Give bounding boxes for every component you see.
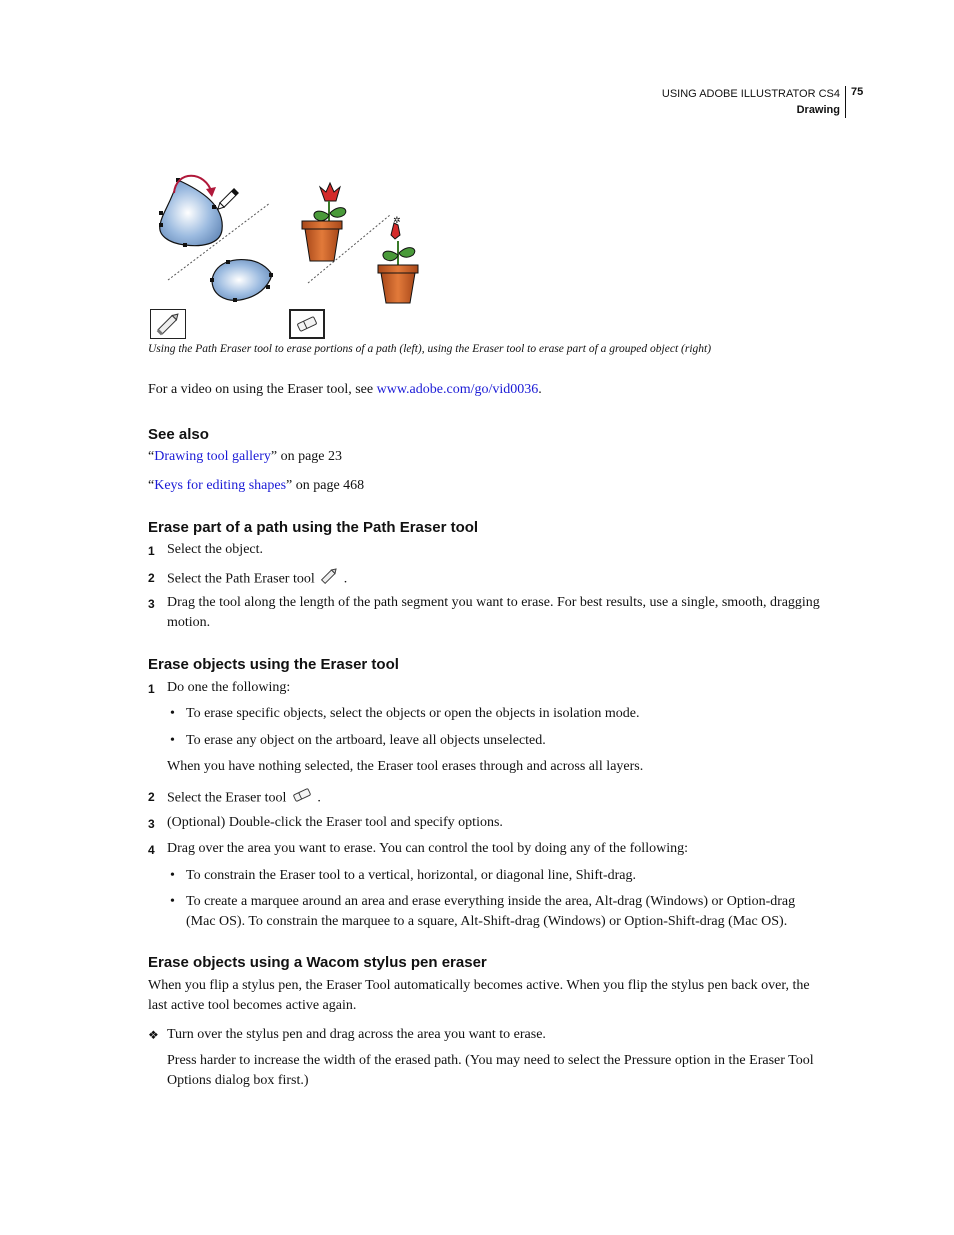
diamond-bullet-icon: ❖	[148, 1028, 159, 1042]
see-also-link-drawing-tool-gallery[interactable]: Drawing tool gallery	[154, 449, 271, 464]
video-link[interactable]: www.adobe.com/go/vid0036	[376, 382, 539, 397]
page-number: 75	[851, 86, 864, 98]
step-number: 3	[148, 817, 155, 831]
bullet-text: To erase specific objects, select the objects or open the objects in isolation mode.	[186, 706, 640, 721]
eraser-tool-icon	[289, 309, 325, 339]
bullet-text: To erase any object on the artboard, leave all objects unselected.	[186, 733, 546, 748]
step-number: 1	[148, 544, 155, 558]
bullet-text: To constrain the Eraser tool to a vertical, horizontal, or diagonal line, Shift-drag.	[186, 868, 636, 883]
wacom-paragraph: When you flip a stylus pen, the Eraser Tool automatically becomes active. When you flip the stylus pen back over, the last active tool becomes active again.	[148, 978, 810, 1013]
running-header-section: Drawing	[796, 104, 840, 116]
path-eraser-inline-icon	[318, 567, 340, 592]
see-also-heading: See also	[148, 426, 209, 443]
bullet-marker: •	[170, 868, 175, 883]
header-divider	[845, 86, 846, 118]
bullet-text: To create a marquee around an area and erase everything inside the area, Alt-drag (Windows) or Option-drag (Mac OS). To constrain the marquee to a square, Alt-Shift-drag (Windows) or Option-Shift-drag (Mac OS).	[186, 894, 796, 929]
step-number: 2	[148, 790, 155, 804]
video-suffix: .	[538, 382, 542, 397]
section-heading-path-eraser: Erase part of a path using the Path Eraser tool	[148, 519, 479, 536]
bullet-marker: •	[170, 894, 175, 909]
path-eraser-tool-icon	[150, 309, 186, 339]
path-eraser-pen-icon	[216, 189, 239, 212]
see-also-item: “Keys for editing shapes” on page 468	[148, 478, 365, 493]
note-text: When you have nothing selected, the Eraser tool erases through and across all layers.	[167, 759, 644, 774]
step-text: Do one the following:	[167, 680, 291, 695]
svg-text:✲: ✲	[393, 216, 401, 226]
see-also-link-keys-for-editing-shapes[interactable]: Keys for editing shapes	[154, 478, 287, 493]
section-heading-eraser: Erase objects using the Eraser tool	[148, 656, 399, 673]
video-text: For a video on using the Eraser tool, see	[148, 382, 377, 397]
step-text: (Optional) Double-click the Eraser tool and specify options.	[167, 815, 503, 830]
step-text: Drag the tool along the length of the path segment you want to erase. For best results, use a single, smooth, dragging motion.	[167, 595, 820, 630]
step-text: Select the object.	[167, 542, 264, 557]
step-text: Select the Path Eraser tool .	[167, 567, 347, 592]
running-header-title: USING ADOBE ILLUSTRATOR CS4	[661, 88, 840, 100]
flower-pot-full	[302, 183, 346, 261]
eraser-inline-icon	[290, 786, 314, 811]
note-text: Press harder to increase the width of the erased path. (You may need to select the Pressure option in the Eraser Tool Options dialog box first.)	[167, 1053, 814, 1088]
step-number: 4	[148, 843, 155, 857]
step-text: Drag over the area you want to erase. You can control the tool by doing any of the following:	[167, 841, 688, 856]
drop-shape-bottom	[212, 260, 272, 301]
video-paragraph	[148, 380, 542, 400]
figure-caption: Using the Path Eraser tool to erase portions of a path (left), using the Eraser tool to erase part of a grouped object (right)	[148, 343, 712, 355]
bullet-marker: •	[170, 706, 175, 721]
section-heading-wacom: Erase objects using a Wacom stylus pen eraser	[148, 954, 487, 971]
step-text: Select the Eraser tool .	[167, 786, 321, 811]
step-text: Turn over the stylus pen and drag across the area you want to erase.	[167, 1027, 546, 1042]
step-number: 2	[148, 571, 155, 585]
see-also-item: “Drawing tool gallery” on page 23	[148, 449, 343, 464]
bullet-marker: •	[170, 733, 175, 748]
flower-pot-erased	[378, 216, 418, 303]
step-number: 1	[148, 682, 155, 696]
step-number: 3	[148, 597, 155, 611]
